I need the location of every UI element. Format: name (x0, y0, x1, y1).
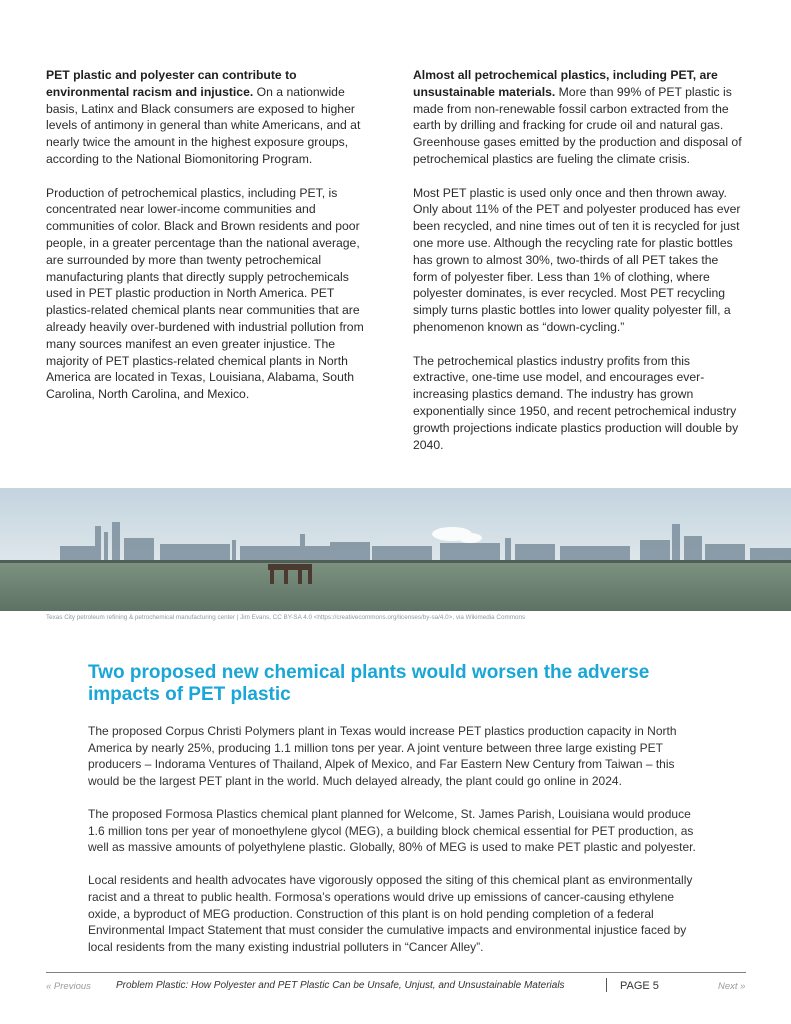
right-column (413, 67, 745, 470)
section-title: Two proposed new chemical plants would worsen the adverse impacts of PET plastic (88, 662, 650, 705)
section-paragraph-2: The proposed Formosa Plastics chemical plant planned for Welcome, St. James Parish, Louisiana would produce 1.6 million tons per year of monoethylene glycol (MEG), a building block chemical essential for PET production, as well as massive amounts of polyethylene plastic. Globally, 80% of MEG is used to make PET plastic and polyester. (88, 806, 696, 855)
next-link[interactable]: Next » (718, 981, 746, 992)
right-paragraph-1-body: More than 99% of PET plastic is made from non-renewable fossil carbon extracted from the earth by drilling and fracking for crude oil and natural gas. Greenhouse gases emitted by the production and disposal of petrochemical plastics are fueling the climate crisis. (413, 84, 742, 166)
right-paragraph-2: Most PET plastic is used only once and then thrown away. Only about 11% of the PET and polyester produced has ever been recycled, and nine times out of ten it is recycled for just one more use. Although the recycling rate for plastic bottles has grown to almost 30%, two-thirds of all PET takes the form of polyester fiber. Less than 1% of clothing, where polyester dominates, is ever recycled. Most PET recycling simply turns plastic bottles into lower quality polyester fill, a phenomenon known as “down-cycling.” (413, 185, 741, 334)
right-paragraph-1-lead: Almost all petrochemical plastics, including PET, are unsustainable materials. (413, 68, 718, 99)
left-paragraph-1 (46, 67, 378, 168)
right-paragraph-1 (413, 67, 745, 168)
refinery-photo (0, 488, 791, 611)
left-paragraph-2: Production of petrochemical plastics, including PET, is concentrated near lower-income communities and communities of color. Black and Brown residents and poor people, in a greater percentage than the national average, are surrounded by more than twenty petrochemical manufacturing plants that directly supply petrochemicals used in PET plastic production in North America. PET plastics-related chemical plants near communities that are already heavily over-burdened with industrial pollution from many sources manifest an even greater injustice. The majority of PET plastics-related chemical plants in North America are located in Texas, Louisiana, Alabama, South Carolina, North Carolina, and Mexico. (46, 185, 364, 402)
left-column (46, 67, 378, 420)
section-paragraph-1: The proposed Corpus Christi Polymers plant in Texas would increase PET plastics production capacity in North America by nearly 25%, producing 1.1 million tons per year. A joint venture between three large existing PET producers – Indorama Ventures of Thailand, Alpek of Mexico, and Far Eastern New Century from Taiwan – this would be the largest PET plant in the world. Much delayed already, the plant could go online in 2024. (88, 724, 677, 788)
left-paragraph-1-body: On a nationwide basis, Latinx and Black consumers are exposed to higher levels of antimony in general than white Americans, and at nearly twice the amount in the highest exposure groups, according to the National Biomonitoring Program. (46, 84, 361, 166)
footer-divider (46, 972, 746, 973)
photo-caption: Texas City petroleum refining & petrochemical manufacturing center | Jim Evans, CC BY-SA 4.0 <https://creativecommons.org/licenses/by-sa/4.0>, via Wikimedia Commons (46, 614, 526, 621)
section-paragraph-3: Local residents and health advocates have vigorously opposed the siting of this chemical plant as environmentally racist and a threat to public health. Formosa’s operations would drive up emissions of cancer-causing ethylene oxide, a byproduct of MEG production. Construction of this plant is on hold pending completion of a federal Environmental Impact Statement that must consider the cumulative impacts and environmental injustice faced by local residents from the many existing industrial polluters in “Cancer Alley”. (88, 873, 693, 954)
page-number: PAGE 5 (620, 980, 659, 992)
previous-link[interactable]: « Previous (46, 981, 91, 992)
right-paragraph-3: The petrochemical plastics industry profits from this extractive, one-time use model, and encourages ever-increasing plastics demand. The industry has grown exponentially since 1950, and recent petrochemical industry growth projections indicate plastics production will double by 2040. (413, 353, 739, 452)
left-paragraph-1-lead: PET plastic and polyester can contribute to environmental racism and injustice. (46, 68, 297, 99)
section-body (88, 723, 708, 972)
refinery-skyline-illustration (0, 488, 791, 611)
document-title: Problem Plastic: How Polyester and PET Plastic Can be Unsafe, Unjust, and Unsustainable Materials (116, 980, 565, 991)
footer-separator (606, 978, 607, 992)
